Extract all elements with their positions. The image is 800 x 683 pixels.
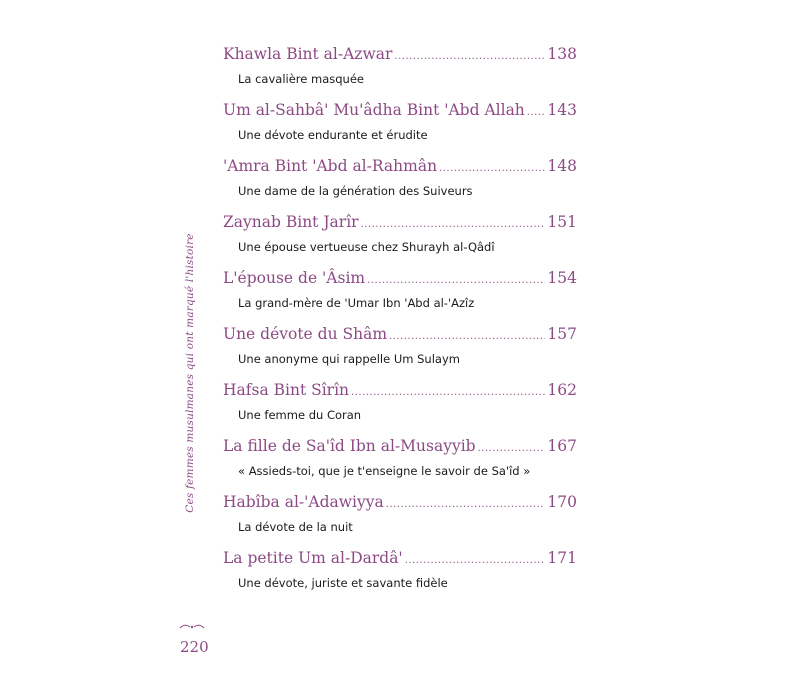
toc-entry[interactable]: [223, 213, 577, 263]
toc-title-row: [223, 45, 577, 67]
toc-entry-page: 138: [547, 45, 577, 63]
toc-entry[interactable]: [223, 549, 577, 599]
toc-entry-title: La petite Um al-Dardâ': [223, 549, 403, 567]
toc-entry-subtitle: La cavalière masquée: [238, 72, 364, 86]
toc-entry-title: Khawla Bint al-Azwar: [223, 45, 393, 63]
toc-title-row: [223, 381, 577, 403]
running-title-text: Ces femmes musulmanes qui ont marqué l'histoire: [184, 233, 196, 513]
toc-entry-page: 167: [547, 437, 577, 455]
leader-dots: [478, 443, 546, 454]
leader-dots: [405, 555, 546, 566]
toc-entry-subtitle: Une épouse vertueuse chez Shurayh al-Qâdî: [238, 240, 495, 254]
toc-title-row: [223, 101, 577, 123]
toc-entry-page: 162: [547, 381, 577, 399]
toc-entry-page: 157: [547, 325, 577, 343]
toc-entry-title: 'Amra Bint 'Abd al-Rahmân: [223, 157, 438, 175]
toc-entry-subtitle: Une dévote, juriste et savante fidèle: [238, 576, 448, 590]
toc-title-row: [223, 493, 577, 515]
toc-entry-subtitle: « Assieds-toi, que je t'enseigne le savoir de Sa'îd »: [238, 464, 531, 478]
toc-entry-title: Um al-Sahbâ' Mu'âdha Bint 'Abd Allah: [223, 101, 525, 119]
toc-entry-subtitle: La grand-mère de 'Umar Ibn 'Abd al-'Azîz: [238, 296, 475, 310]
toc-entry-subtitle: Une dévote endurante et érudite: [238, 128, 428, 142]
toc-title-row: [223, 437, 577, 459]
toc-entry[interactable]: [223, 325, 577, 375]
leader-dots: [439, 163, 545, 174]
toc-entry-title: L'épouse de 'Âsim: [223, 269, 366, 287]
toc-title-row: [223, 549, 577, 571]
toc-entry[interactable]: [223, 437, 577, 487]
toc-entry-subtitle: La dévote de la nuit: [238, 520, 353, 534]
leader-dots: [361, 219, 546, 230]
toc-entry-title: Habîba al-'Adawiyya: [223, 493, 384, 511]
toc-entry[interactable]: [223, 493, 577, 543]
toc-entry-title: Zaynab Bint Jarîr: [223, 213, 359, 231]
toc-entry-subtitle: Une dame de la génération des Suiveurs: [238, 184, 473, 198]
toc-entry-page: 171: [547, 549, 577, 567]
ornament-icon: [178, 622, 206, 632]
toc-entry-page: 154: [547, 269, 577, 287]
leader-dots: [367, 275, 545, 286]
leader-dots: [527, 107, 546, 118]
toc-entry[interactable]: [223, 381, 577, 431]
toc-title-row: [223, 157, 577, 179]
leader-dots: [389, 331, 545, 342]
toc-entry-page: 170: [547, 493, 577, 511]
toc-entry-page: 148: [547, 157, 577, 175]
toc-entry-title: La fille de Sa'îd Ibn al-Musayyib: [223, 437, 476, 455]
page-number: 220: [180, 638, 209, 656]
toc-entry[interactable]: [223, 101, 577, 151]
toc-entry[interactable]: [223, 45, 577, 95]
toc-title-row: [223, 269, 577, 291]
toc-entry-page: 143: [547, 101, 577, 119]
leader-dots: [386, 499, 546, 510]
toc-entry-title: Hafsa Bint Sîrîn: [223, 381, 350, 399]
toc-entry-subtitle: Une anonyme qui rappelle Um Sulaym: [238, 352, 460, 366]
toc-title-row: [223, 213, 577, 235]
toc-entry-subtitle: Une femme du Coran: [238, 408, 362, 422]
toc-title-row: [223, 325, 577, 347]
toc-entry-page: 151: [547, 213, 577, 231]
toc-entry[interactable]: [223, 269, 577, 319]
toc-entry-title: Une dévote du Shâm: [223, 325, 388, 343]
leader-dots: [394, 51, 545, 62]
toc-entry[interactable]: [223, 157, 577, 207]
leader-dots: [351, 387, 545, 398]
